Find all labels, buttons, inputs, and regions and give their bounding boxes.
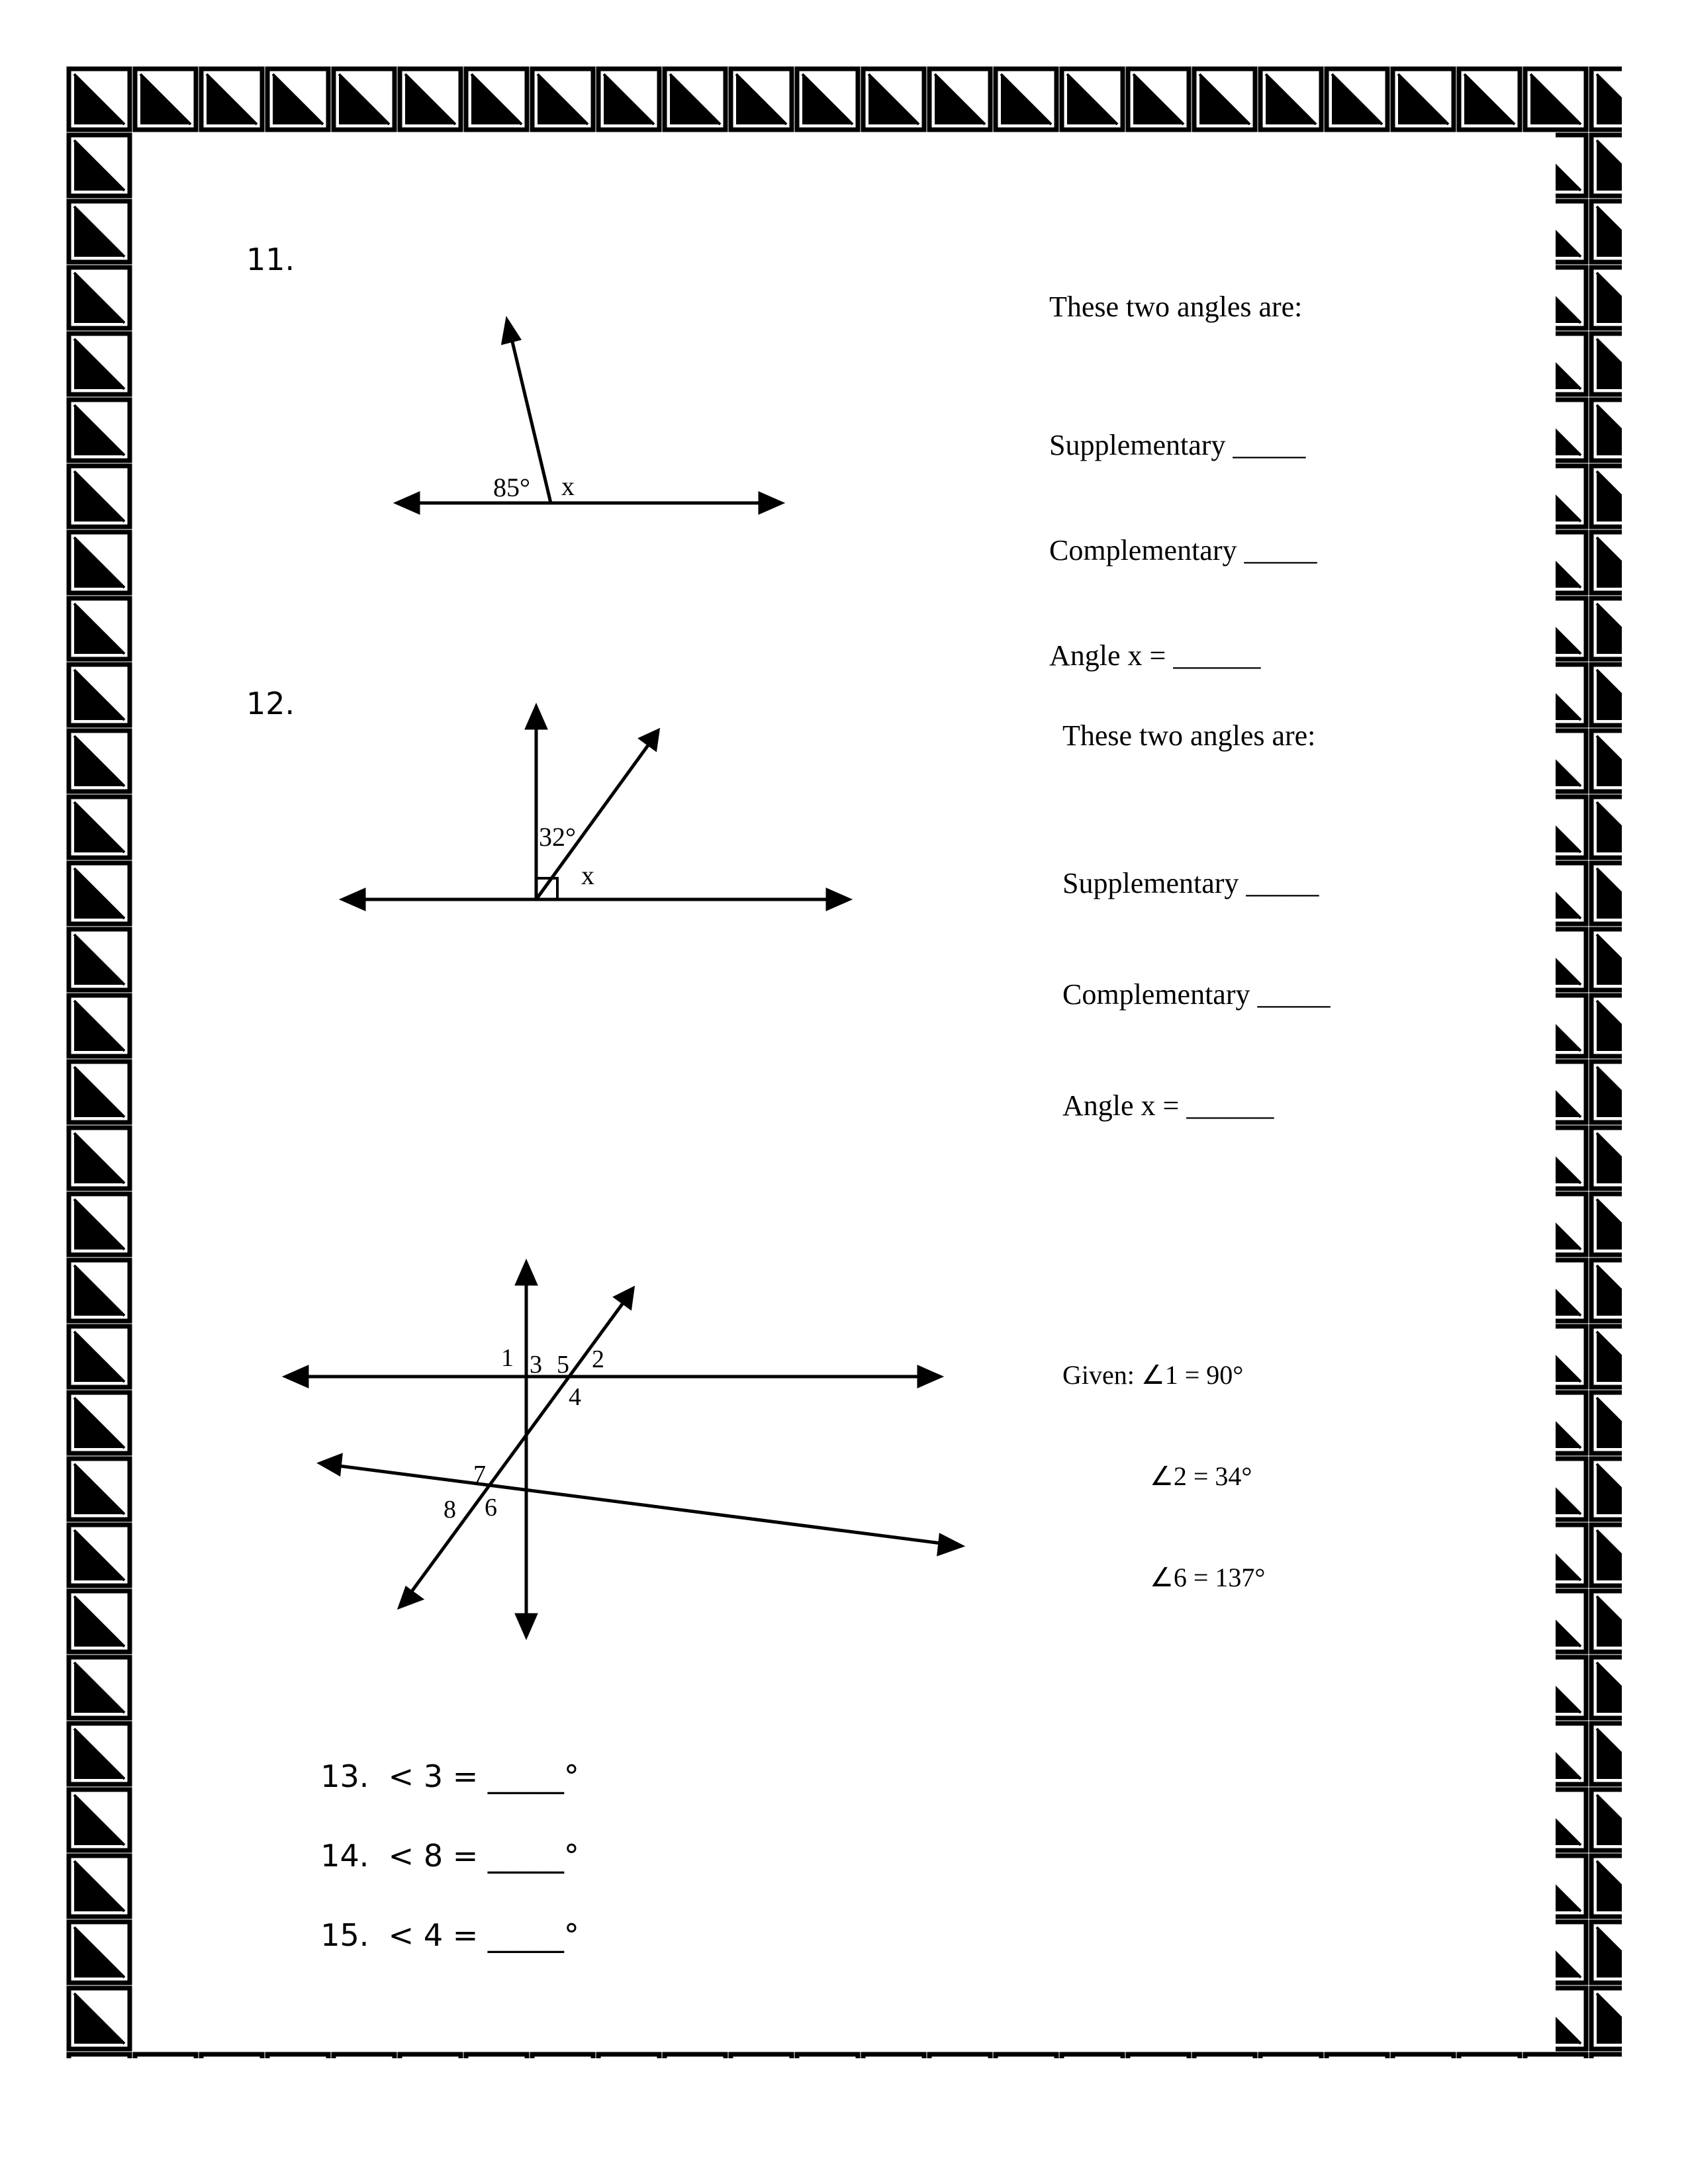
supplementary-choice: Supplementary _____ bbox=[1062, 867, 1319, 899]
given-line-2: ∠2 = 34° bbox=[1150, 1461, 1252, 1491]
given-block bbox=[1062, 1291, 1265, 1628]
angle-label-5: 5 bbox=[557, 1351, 569, 1379]
arrow-down-icon bbox=[517, 1615, 536, 1636]
arrow-left-icon bbox=[286, 1367, 307, 1386]
problem-11-number: 11. bbox=[246, 242, 295, 277]
problem-11-prompt: These two angles are: bbox=[1049, 291, 1303, 323]
angle-label-7: 7 bbox=[473, 1461, 486, 1488]
question-13-text: < 3 = _____° bbox=[388, 1758, 579, 1794]
supplementary-choice: Supplementary _____ bbox=[1049, 429, 1306, 461]
question-13 bbox=[301, 1717, 579, 1797]
angle-label-6: 6 bbox=[485, 1494, 497, 1522]
question-14 bbox=[301, 1797, 579, 1876]
problem-12-number: 12. bbox=[246, 686, 295, 721]
question-15-number: 15. bbox=[320, 1917, 369, 1953]
angle-label-2: 2 bbox=[592, 1345, 604, 1373]
problem-11-x-label: x bbox=[561, 471, 575, 501]
complementary-choice: Complementary _____ bbox=[1062, 978, 1331, 1011]
angle-label-1: 1 bbox=[501, 1344, 514, 1372]
given-line-1: ∠1 = 90° bbox=[1141, 1360, 1244, 1390]
question-13-number: 13. bbox=[320, 1758, 369, 1794]
question-14-text: < 8 = _____° bbox=[388, 1837, 579, 1874]
angle-label-4: 4 bbox=[569, 1383, 581, 1411]
angle-label-8: 8 bbox=[444, 1496, 456, 1524]
problem-12-x-label: x bbox=[581, 860, 594, 890]
complementary-choice: Complementary _____ bbox=[1049, 534, 1317, 567]
arrow-left-icon bbox=[320, 1455, 341, 1474]
transversal-line bbox=[409, 1300, 625, 1595]
arrow-up-right-icon bbox=[616, 1289, 633, 1308]
arrow-right-icon bbox=[919, 1367, 940, 1386]
arrow-up-icon bbox=[517, 1263, 536, 1284]
given-heading: Given: bbox=[1062, 1360, 1135, 1390]
angle-x-choice: Angle x = ______ bbox=[1062, 1089, 1274, 1122]
question-14-number: 14. bbox=[320, 1837, 369, 1874]
angle-x-choice: Angle x = ______ bbox=[1049, 639, 1261, 672]
problem-11-angle-label: 85° bbox=[493, 473, 530, 502]
question-15-text: < 4 = _____° bbox=[388, 1917, 579, 1953]
question-15 bbox=[301, 1876, 579, 1956]
problem-12-angle-label: 32° bbox=[539, 822, 576, 852]
angle-label-3: 3 bbox=[530, 1351, 542, 1379]
given-line-3: ∠6 = 137° bbox=[1150, 1563, 1266, 1592]
lower-line bbox=[334, 1465, 947, 1544]
arrow-right-icon bbox=[939, 1535, 961, 1554]
problem-12-prompt: These two angles are: bbox=[1062, 719, 1316, 752]
arrow-down-left-icon bbox=[400, 1588, 421, 1607]
